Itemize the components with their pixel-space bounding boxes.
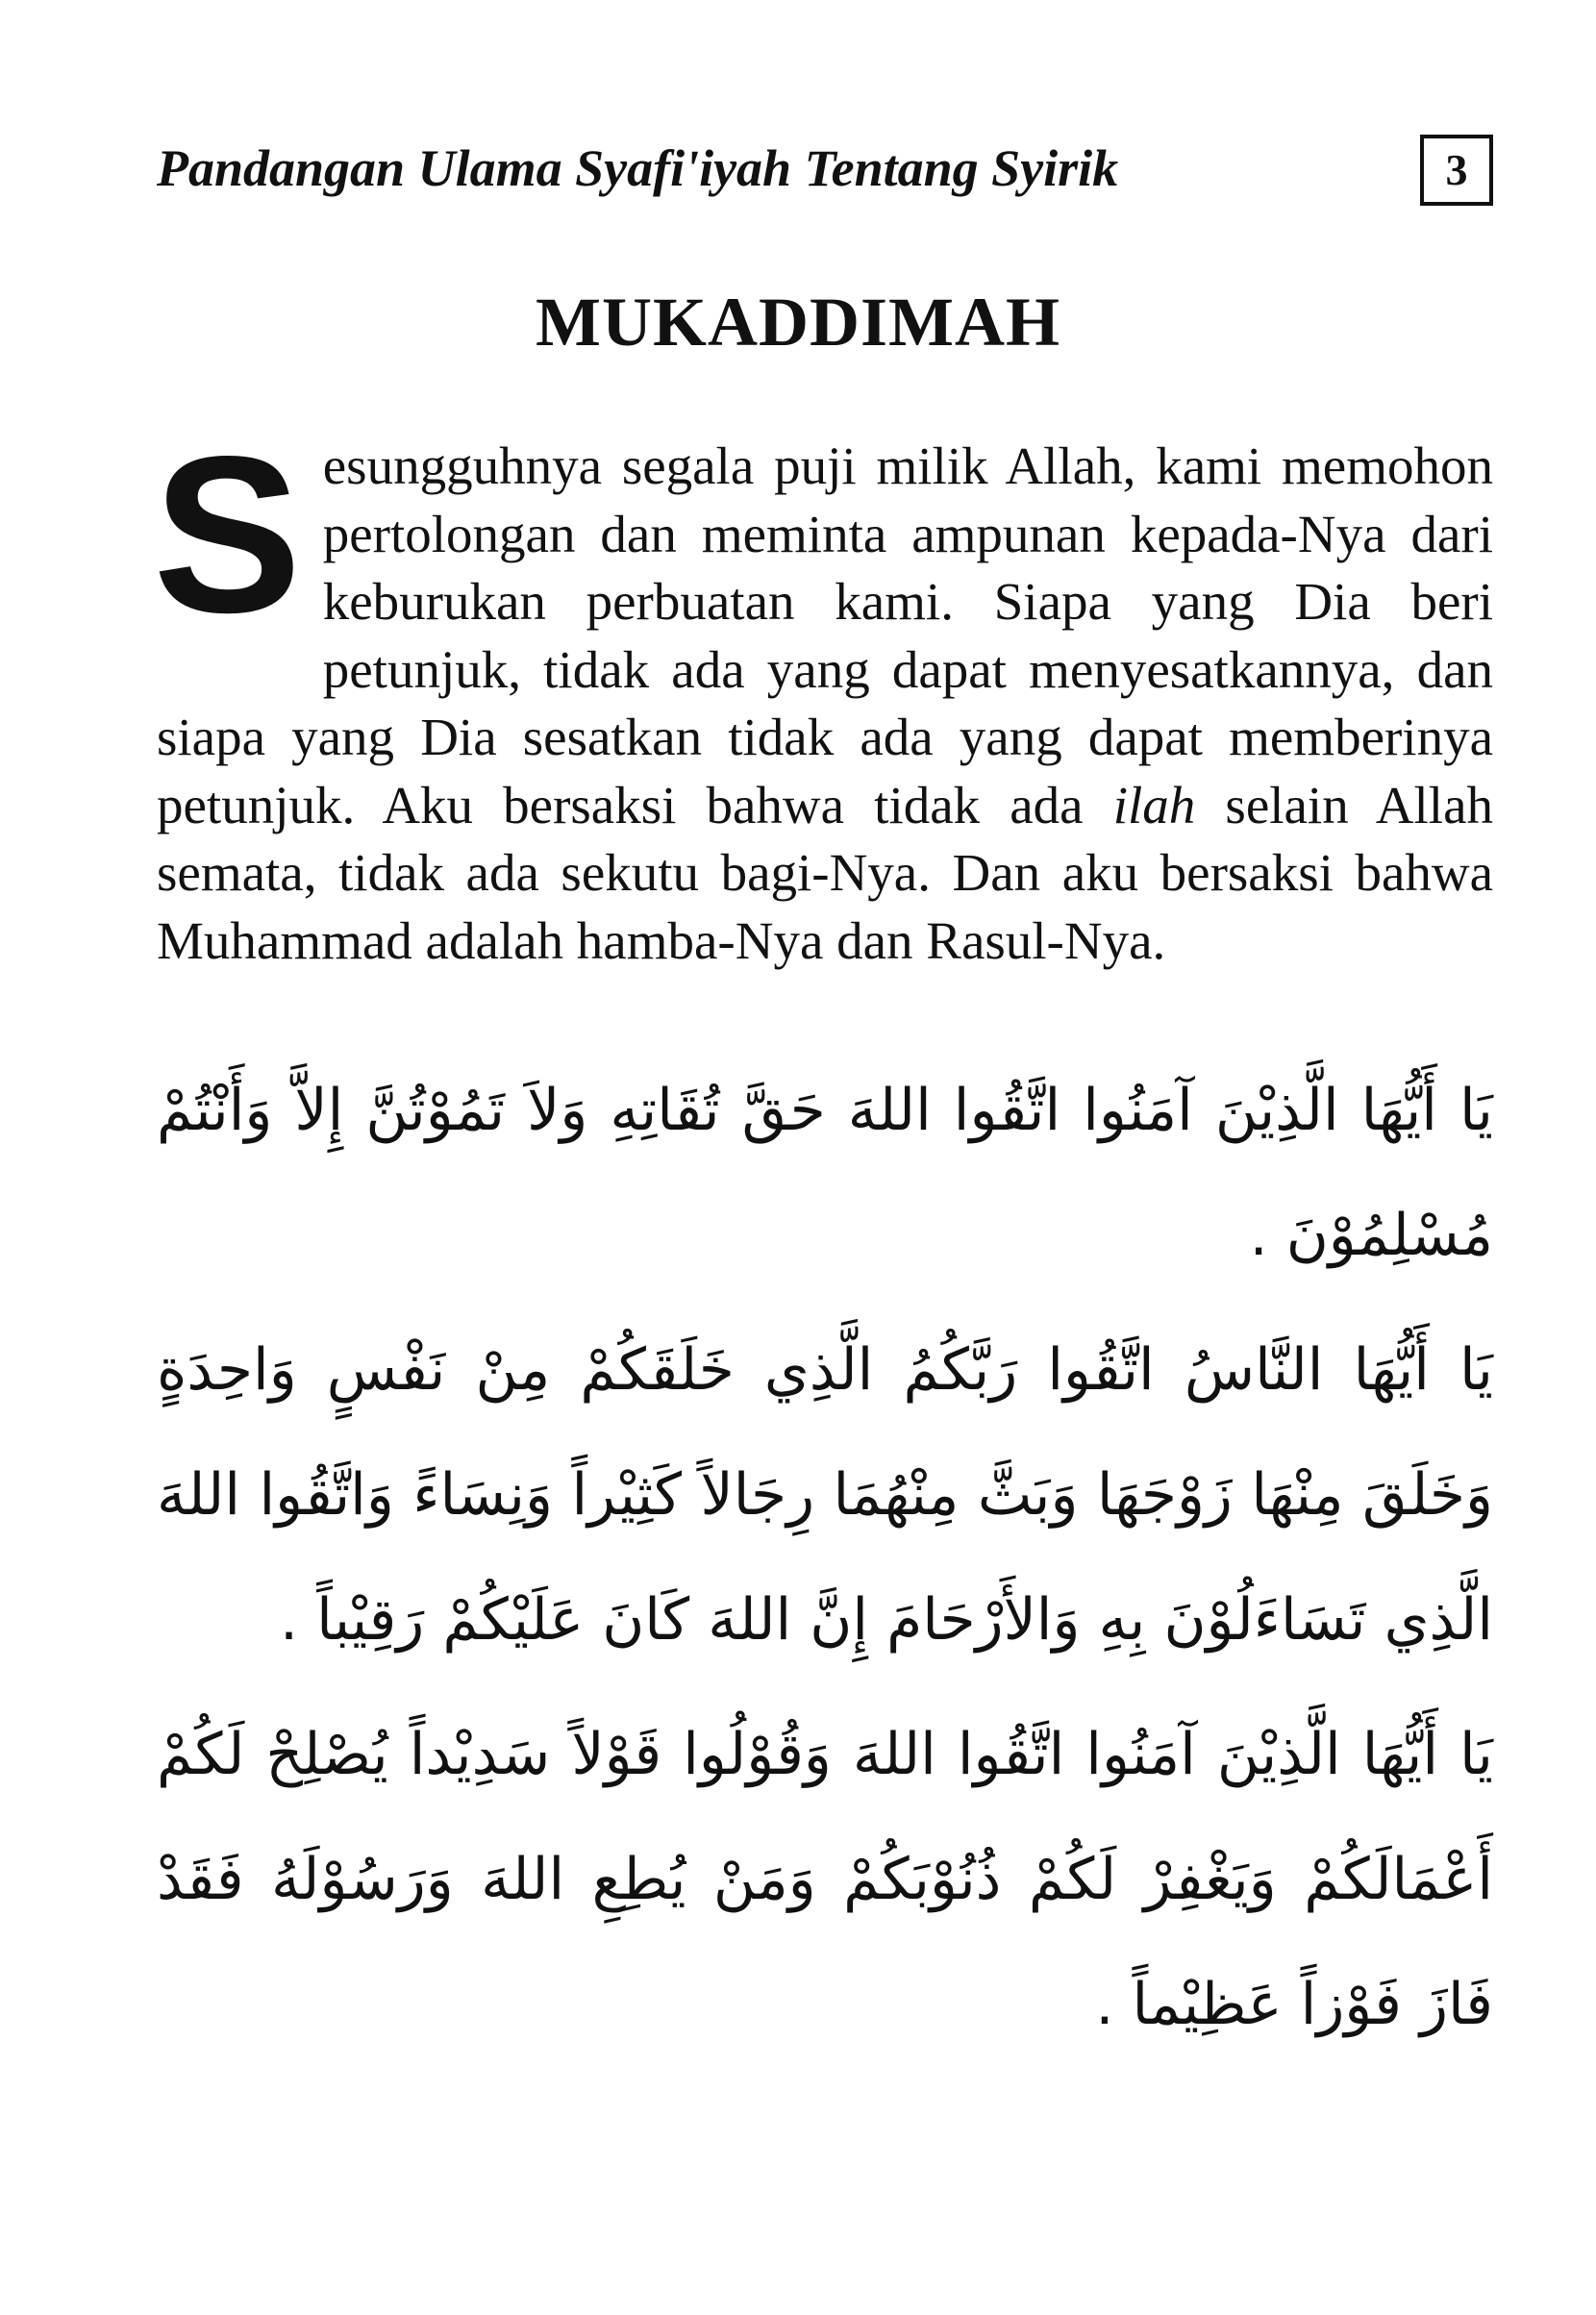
running-header [157, 135, 1493, 212]
paragraph-text-part1: esungguhnya segala puji milik Allah, kami memohon pertolongan dan meminta ampunan kepada-Nya dari keburukan perbuatan kami. Siapa yang Dia beri petunjuk, tidak ada yang dapat menyesatkannya, dan siapa yang Dia sesatkan tidak ada yang dapat memberinya petunjuk. Aku bersaksi bahwa tidak ada [157, 436, 1493, 834]
drop-cap: S [153, 411, 302, 660]
quran-verse-2: يَا أَيُّهَا النَّاسُ اتَّقُوا رَبَّكُمُ الَّذِي خَلَقَكُمْ مِنْ نَفْسٍ وَاحِدَةٍ وَخَلَقَ مِنْهَا زَوْجَهَا وَبَثَّ مِنْهُمَا رِجَالاً كَثِيْراً وَنِسَاءً وَاتَّقُوا اللهَ الَّذِي تَسَاءَلُوْنَ بِهِ وَالأَرْحَامَ إِنَّ اللهَ كَانَ عَلَيْكُمْ رَقِيْباً . [157, 1336, 1493, 1654]
quran-verse-3: يَا أَيُّهَا الَّذِيْنَ آمَنُوا اتَّقُوا اللهَ وَقُوْلُوا قَوْلاً سَدِيْداً يُصْلِحْ لَكُمْ أَعْمَالَكُمْ وَيَغْفِرْ لَكُمْ ذُنُوْبَكُمْ وَمَنْ يُطِعِ اللهَ وَرَسُوْلَهُ فَقَدْ فَازَ فَوْزاً عَظِيْماً . [157, 1721, 1493, 2038]
opening-paragraph [153, 411, 1493, 975]
chapter-title: MUKADDIMAH [536, 284, 1060, 361]
quran-verse-1: يَا أَيُّهَا الَّذِيْنَ آمَنُوا اتَّقُوا اللهَ حَقَّ تُقَاتِهِ وَلاَ تَمُوْتُنَّ إِلاَّ وَأَنْتُمْ مُسْلِمُوْنَ . [157, 1077, 1493, 1269]
page-number: 3 [1420, 135, 1493, 206]
paragraph-text-part2: selain Allah semata, tidak ada sekutu bagi-Nya. Dan aku bersaksi bahwa Muhammad adalah hamba-Nya dan Rasul-Nya. [157, 775, 1493, 970]
running-title: Pandangan Ulama Syafi'iyah Tentang Syirik [157, 139, 1119, 197]
paragraph-emphasis: ilah [1112, 775, 1196, 834]
